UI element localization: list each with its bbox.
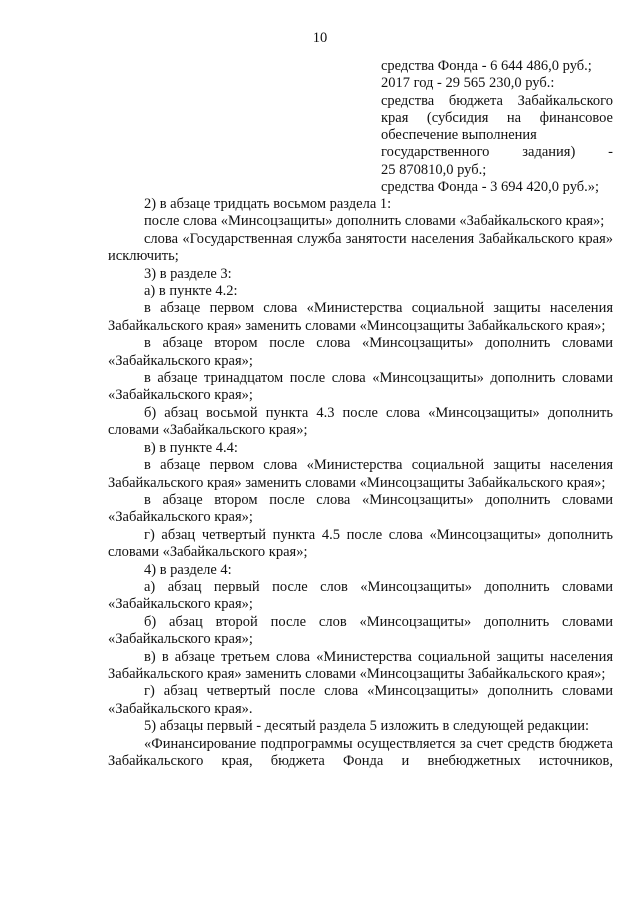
paragraph: в) в абзаце третьем слова «Министерства социальной защиты населения Забайкальского края» заменить словами «Минсоцзащиты Забайкальского края»; [108,648,613,682]
paragraph: в абзаце первом слова «Министерства социальной защиты населения Забайкальского края» заменить словами «Минсоцзащиты Забайкальского края»; [108,300,613,334]
paragraph: после слова «Минсоцзащиты» дополнить словами «Забайкальского края»; [144,213,605,230]
paragraph: а) абзац первый после слов «Минсоцзащиты» дополнить словами «Забайкальского края»; [108,578,613,613]
paragraph: 4) в разделе 4: [144,561,232,578]
paragraph: «Финансирование подпрограммы осуществляется за счет средств бюджета Забайкальского края, бюджета Фонда и внебюджетных источников, [108,735,613,769]
funding-amounts-block [381,58,613,196]
funding-line: обеспечение выполнения [381,127,537,144]
paragraph: г) абзац четвертый пункта 4.5 после слова «Минсоцзащиты» дополнить словами «Забайкальского края»; [108,526,613,561]
paragraph: в абзаце первом слова «Министерства социальной защиты населения Забайкальского края» заменить словами «Минсоцзащиты Забайкальского края»; [108,457,613,491]
funding-line: 2017 год - 29 565 230,0 руб.: [381,75,555,92]
page-number: 10 [312,30,328,46]
funding-line: государственного задания) - [381,144,613,161]
paragraph: 2) в абзаце тридцать восьмом раздела 1: [144,196,392,212]
paragraph: б) абзац второй после слов «Минсоцзащиты» дополнить словами «Забайкальского края»; [108,613,613,648]
funding-line: средства Фонда - 6 644 486,0 руб.; [381,58,592,74]
paragraph: в абзаце втором после слова «Минсоцзащиты» дополнить словами «Забайкальского края»; [108,491,613,526]
paragraph: в абзаце тринадцатом после слова «Минсоцзащиты» дополнить словами «Забайкальского края»; [108,370,613,404]
funding-line: средства Фонда - 3 694 420,0 руб.»; [381,179,600,196]
document-body [108,196,613,770]
paragraph: 3) в разделе 3: [144,265,232,282]
funding-line: края (субсидия на финансовое [381,109,613,126]
paragraph: б) абзац восьмой пункта 4.3 после слова «Минсоцзащиты» дополнить словами «Забайкальского края»; [108,404,613,439]
paragraph: а) в пункте 4.2: [144,283,238,300]
paragraph: 5) абзацы первый - десятый раздела 5 изложить в следующей редакции: [144,718,590,735]
paragraph: слова «Государственная служба занятости населения Забайкальского края» исключить; [108,230,613,265]
paragraph: в) в пункте 4.4: [144,439,238,456]
paragraph: в абзаце втором после слова «Минсоцзащиты» дополнить словами «Забайкальского края»; [108,335,613,369]
funding-line: 25 870810,0 руб.; [381,161,487,178]
paragraph: г) абзац четвертый после слова «Минсоцзащиты» дополнить словами «Забайкальского края». [108,683,613,717]
funding-line: средства бюджета Забайкальского [381,92,613,109]
